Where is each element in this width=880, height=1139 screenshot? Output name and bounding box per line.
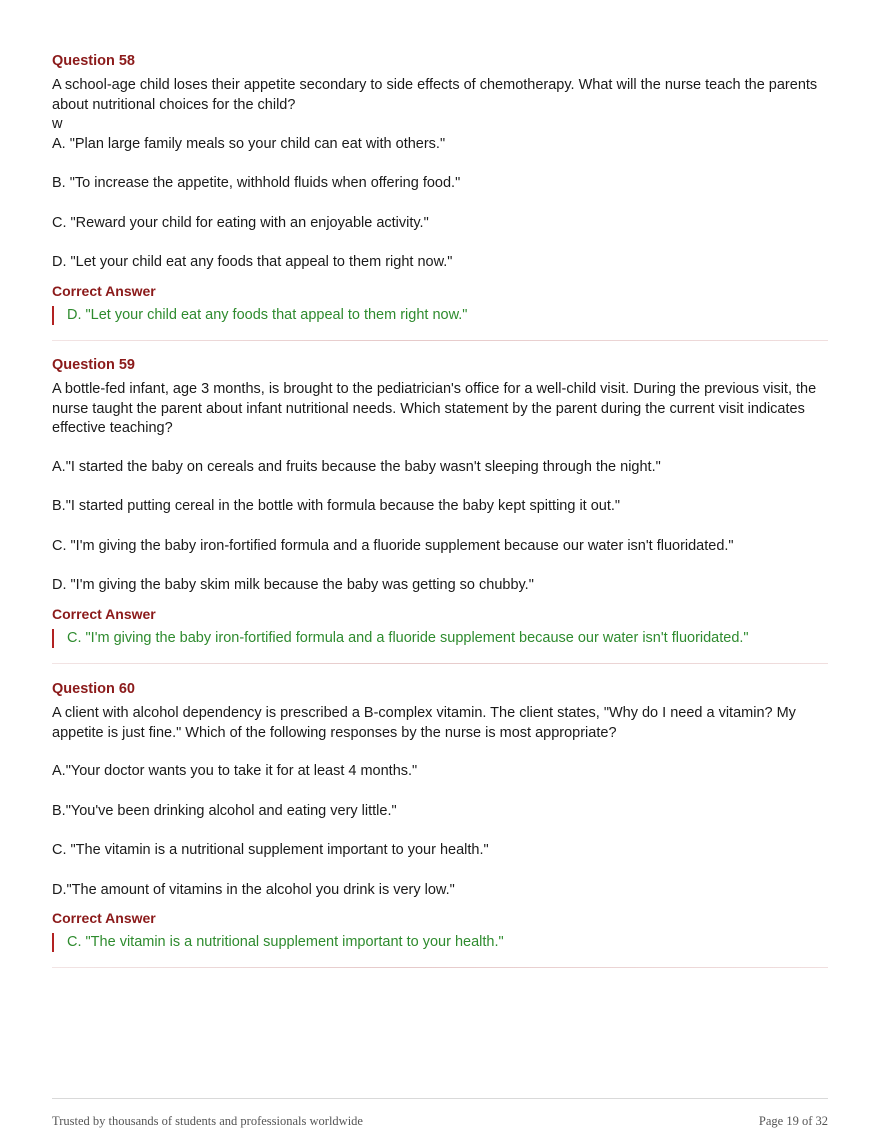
question-divider	[52, 663, 828, 664]
footer-tagline: Trusted by thousands of students and professionals worldwide	[52, 1114, 363, 1128]
question-59	[52, 356, 828, 664]
question-divider	[52, 340, 828, 341]
question-text: A bottle-fed infant, age 3 months, is brought to the pediatrician's office for a well-child visit. During the previous visit, the nurse taught the parent about infant nutritional needs. Which statement by the parent during the current visit indicates effective teaching?	[52, 381, 821, 436]
option-a: A. "Plan large family meals so your child can eat with others."	[52, 135, 446, 152]
question-text: A client with alcohol dependency is prescribed a B-complex vitamin. The client states, "Why do I need a vitamin? My appetite is just fine." Which of the following responses by the nurse is most appropriate?	[52, 705, 800, 741]
option-a: A."Your doctor wants you to take it for at least 4 months."	[52, 763, 418, 779]
question-text: A school-age child loses their appetite secondary to side effects of chemotherapy. What will the nurse teach the parents about nutritional choices for the child? w	[52, 77, 818, 132]
question-60	[52, 680, 828, 968]
question-58	[52, 52, 828, 341]
correct-answer: C. "The vitamin is a nutritional supplement important to your health."	[52, 933, 828, 952]
option-a: A."I started the baby on cereals and fruits because the baby wasn't sleeping through the night."	[52, 458, 661, 475]
correct-answer: D. "Let your child eat any foods that appeal to them right now."	[52, 306, 828, 325]
correct-answer: C. "I'm giving the baby iron-fortified formula and a fluoride supplement because our water isn't fluoridated."	[52, 629, 828, 648]
option-b: B."You've been drinking alcohol and eating very little."	[52, 802, 397, 819]
option-d: D. "I'm giving the baby skim milk because the baby was getting so chubby."	[52, 577, 534, 593]
footer-divider	[52, 1098, 828, 1099]
option-c: C. "Reward your child for eating with an enjoyable activity."	[52, 214, 429, 231]
question-title: Question 60	[52, 681, 135, 697]
option-c: C. "The vitamin is a nutritional supplement important to your health."	[52, 842, 489, 858]
option-d: D. "Let your child eat any foods that appeal to them right now."	[52, 254, 453, 270]
option-b: B. "To increase the appetite, withhold fluids when offering food."	[52, 175, 461, 191]
correct-answer-label: Correct Answer	[52, 282, 156, 299]
page-footer	[52, 1114, 828, 1129]
option-b: B."I started putting cereal in the bottle with formula because the baby kept spitting it out."	[52, 498, 621, 514]
option-c: C. "I'm giving the baby iron-fortified formula and a fluoride supplement because our water isn't fluoridated."	[52, 537, 734, 554]
correct-answer-label: Correct Answer	[52, 605, 156, 622]
question-title: Question 58	[52, 53, 135, 69]
question-divider	[52, 967, 828, 968]
correct-answer-label: Correct Answer	[52, 910, 156, 926]
question-title: Question 59	[52, 357, 135, 373]
option-d: D."The amount of vitamins in the alcohol you drink is very low."	[52, 881, 455, 898]
page-number: Page 19 of 32	[758, 1114, 828, 1128]
